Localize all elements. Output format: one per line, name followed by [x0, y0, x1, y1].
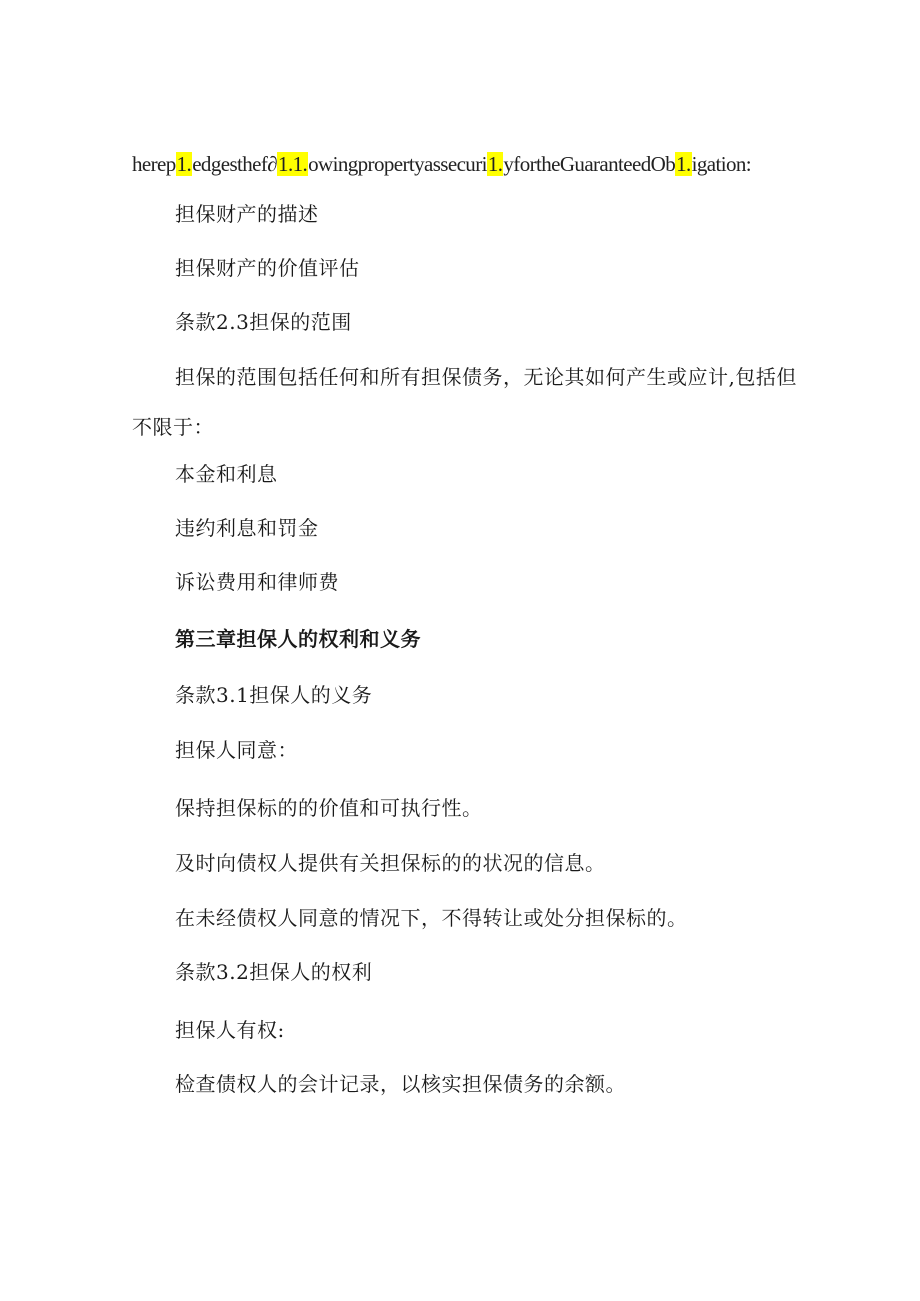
guarantor-entitled-line: 担保人有权: — [175, 1018, 285, 1042]
penalty-item: 违约利息和罚金 — [175, 516, 319, 540]
clause-3-1-heading: 条款3.1担保人的义务 — [175, 683, 373, 707]
english-text-segment: owingpropertyassecuri — [308, 152, 487, 176]
right-item-inspect: 检查债权人的会计记录，以核实担保债务的余额。 — [175, 1072, 626, 1096]
guarantor-agrees-line: 担保人同意： — [175, 738, 298, 762]
english-pledge-line — [132, 150, 751, 178]
obligation-item-no-transfer: 在未经债权人同意的情况下，不得转让或处分担保标的。 — [175, 906, 688, 930]
obligation-item-inform: 及时向债权人提供有关担保标的的状况的信息。 — [175, 851, 606, 875]
collateral-valuation-item: 担保财产的价值评估 — [175, 256, 360, 280]
legal-fees-item: 诉讼费用和律师费 — [175, 570, 339, 594]
highlighted-text: 1.1. — [278, 152, 308, 176]
english-text-segment: edgesthef∂ — [192, 152, 278, 176]
clause-3-2-heading: 条款3.2担保人的权利 — [175, 960, 373, 984]
chapter-3-heading: 第三章担保人的权利和义务 — [175, 627, 421, 651]
highlighted-text: 1. — [176, 152, 192, 176]
english-text-segment: yfortheGuaranteedOb — [503, 152, 676, 176]
scope-paragraph: 担保的范围包括任何和所有担保债务，无论其如何产生或应计,包括但不限于： — [132, 365, 797, 439]
collateral-description-item: 担保财产的描述 — [175, 202, 319, 226]
obligation-item-maintain: 保持担保标的的价值和可执行性。 — [175, 796, 483, 820]
clause-2-3-heading: 条款2.3担保的范围 — [175, 310, 352, 334]
english-text-segment: igation: — [691, 152, 752, 176]
principal-interest-item: 本金和利息 — [175, 462, 278, 486]
highlighted-text: 1. — [676, 152, 691, 176]
english-text-segment: herep — [132, 152, 176, 176]
highlighted-text: 1. — [487, 152, 503, 176]
